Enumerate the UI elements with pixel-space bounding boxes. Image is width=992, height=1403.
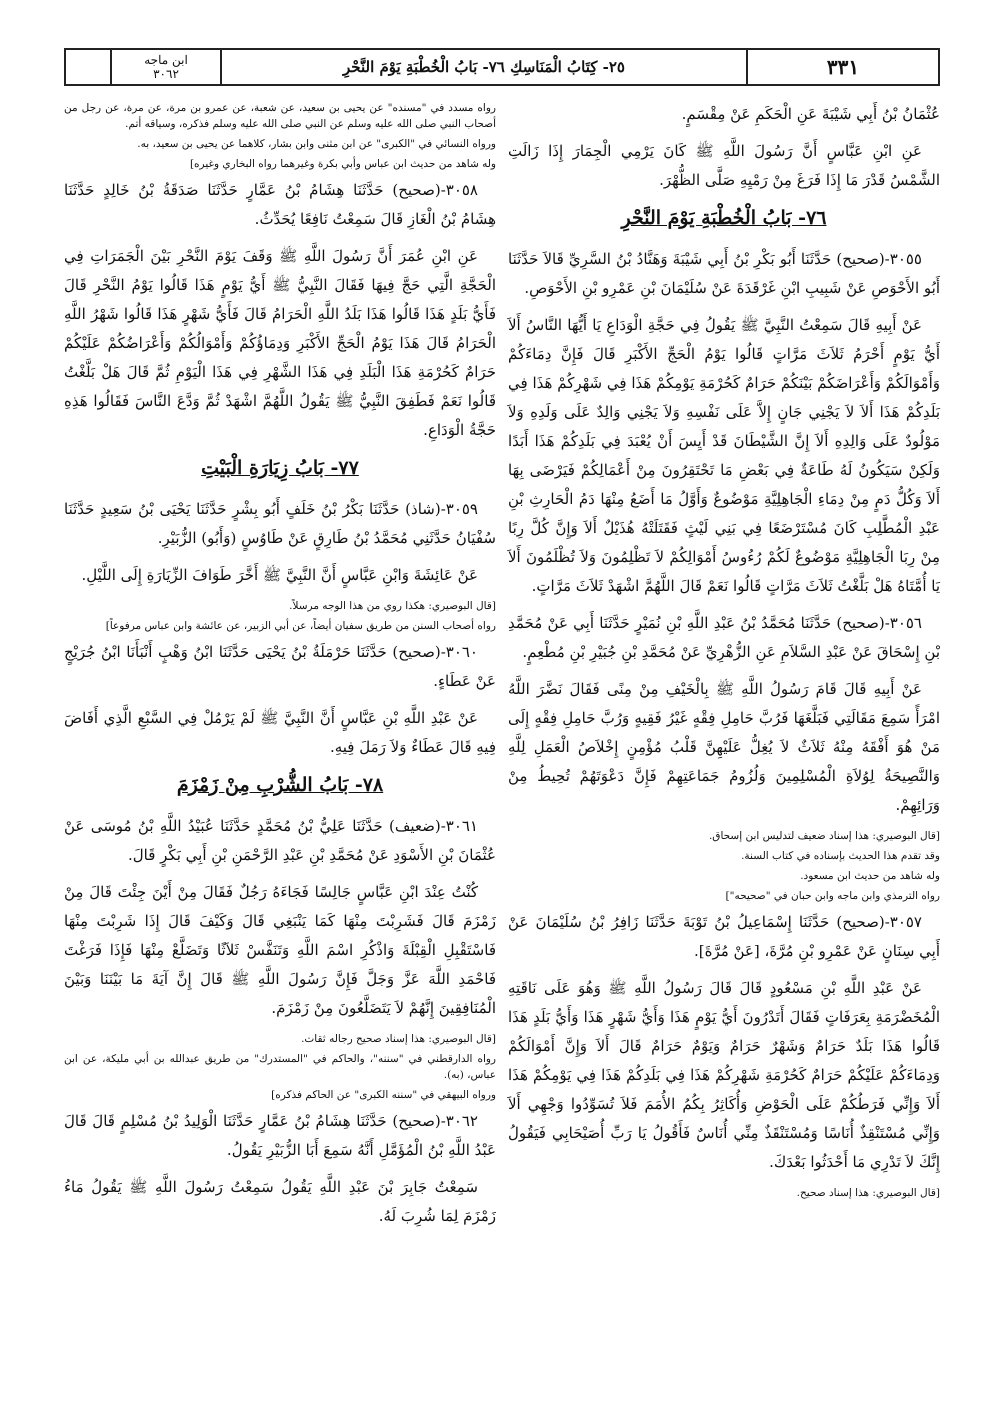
takhrij-note: ورواه البيهقي في "سننه الكبرى" عن الحاكم فذكره] bbox=[271, 1089, 496, 1101]
hadith-isnad: ٣٠٦٠-(صحيح) حَدَّثَنَا حَرْمَلَةُ بْنُ يَحْيَى حَدَّثَنَا ابْنُ وَهْبٍ أَنْبَأَنَا ابْنُ جُرَيْجٍ عَنْ عَطَاءٍ. bbox=[64, 643, 496, 690]
running-header bbox=[64, 48, 940, 86]
hadith-matn: عَنْ أَبِيهِ قَالَ سَمِعْتُ النَّبِيَّ ﷺ يَقُولُ فِي حَجَّةِ الْوَدَاعِ يَا أَيُّهَا النَّاسُ أَلاَ أَيُّ يَوْمٍ أَحْرَمُ ثَلاَثَ مَرَّاتٍ قَالُوا يَوْمُ الْحَجِّ الأَكْبَرِ قَالَ فَإِنَّ دِمَاءَكُمْ وَأَمْوَالَكُمْ وَأَعْرَاضَكُمْ بَيْنَكُمْ حَرَامٌ كَحُرْمَةِ يَوْمِكُمْ هَذَا فِي شَهْرِكُمْ هَذَا فِي بَلَدِكُمْ هَذَا أَلاَ لاَ يَجْنِي جَانٍ إِلاَّ عَلَى نَفْسِهِ وَلاَ يَجْنِي وَالِدٌ عَلَى وَلَدِهِ وَلاَ مَوْلُودٌ عَلَى وَالِدِهِ أَلاَ إِنَّ الشَّيْطَانَ قَدْ أَيِسَ أَنْ يُعْبَدَ فِي بَلَدِكُمْ هَذَا أَبَدًا وَلَكِنْ سَيَكُونُ لَهُ طَاعَةٌ فِي بَعْضِ مَا تَحْتَقِرُونَ مِنْ أَعْمَالِكُمْ فَيَرْضَى بِهَا أَلاَ وَكُلُّ دَمٍ مِنْ دِمَاءِ الْجَاهِلِيَّةِ مَوْضُوعٌ وَأَوَّلُ مَا أَضَعُ مِنْهَا دَمُ الْحَارِثِ بْنِ عَبْدِ الْمُطَّلِبِ كَانَ مُسْتَرْضَعًا فِي بَنِي لَيْثٍ فَقَتَلَتْهُ هُذَيْلٌ أَلاَ وَإِنَّ كُلَّ رِبًا مِنْ رِبَا الْجَاهِلِيَّةِ مَوْضُوعٌ لَكُمْ رُءُوسُ أَمْوَالِكُمْ لاَ تَظْلِمُونَ وَلاَ تُظْلَمُونَ أَلاَ يَا أُمَّتَاهُ هَلْ بَلَّغْتُ ثَلاَثَ مَرَّاتٍ قَالُوا نَعَمْ قَالَ اللَّهُمَّ اشْهَدْ ثَلاَثَ مَرَّاتٍ. bbox=[508, 316, 940, 595]
hadith-matn: سَمِعْتُ جَابِرَ بْنَ عَبْدِ اللَّهِ يَقُولُ سَمِعْتُ رَسُولَ اللَّهِ ﷺ يَقُولُ مَاءُ زَمْزَمَ لِمَا شُرِبَ لَهُ. bbox=[64, 1178, 496, 1225]
header-hadith-ref bbox=[112, 50, 222, 84]
takhrij-note: رواه الدارقطني في "سننه"، والحاكم في "المستدرك" من طريق عبدالله بن أبي مليكة، عن ابن عباس، (به). bbox=[64, 1053, 496, 1081]
right-column bbox=[508, 100, 940, 1205]
takhrij-note: رواه الترمذي وابن ماجه وابن حبان في "صحيحه"] bbox=[725, 890, 940, 902]
hadith-isnad: ٣٠٥٧-(صحيح) حَدَّثَنَا إِسْمَاعِيلُ بْنُ تَوْبَةَ حَدَّثَنَا زَافِرُ بْنُ سُلَيْمَانَ عَنْ أَبِي سِنَانٍ عَنْ عَمْرِو بْنِ مُرَّةَ، [عَنْ مُرَّةَ]. bbox=[508, 913, 940, 960]
takhrij-note: [قال البوصيري: هذا إسناد صحيح رجاله ثقات. bbox=[301, 1033, 496, 1045]
chapter-heading: ٧٦- بَابُ الْخُطْبَةِ يَوْمَ النَّحْرِ bbox=[621, 207, 827, 229]
chapter-heading: ٧٧- بَابُ زِيَارَةِ الْبَيْتِ bbox=[201, 457, 359, 479]
hadith-isnad: ٣٠٥٩-(شاذ) حَدَّثَنَا بَكْرُ بْنُ خَلَفٍ أَبُو بِشْرٍ حَدَّثَنَا يَحْيَى بْنُ سَعِيدٍ حَدَّثَنَا سُفْيَانُ حَدَّثَنِي مُحَمَّدُ بْنُ طَارِقٍ عَنْ طَاوُسٍ (وَأَبُو) الزُّبَيْرِ. bbox=[64, 500, 496, 547]
left-column bbox=[64, 100, 496, 1239]
takhrij-note: وقد تقدم هذا الحديث بإسناده في كتاب السنة. bbox=[741, 850, 940, 862]
hadith-isnad: ٣٠٦١-(ضعيف) حَدَّثَنَا عَلِيُّ بْنُ مُحَمَّدٍ حَدَّثَنَا عُبَيْدُ اللَّهِ بْنُ مُوسَى عَنْ عُثْمَانَ بْنِ الأَسْوَدِ عَنْ مُحَمَّدِ بْنِ عَبْدِ الرَّحْمَنِ بْنِ أَبِي بَكْرٍ قَالَ. bbox=[64, 817, 496, 864]
chapter-heading: ٧٨- بَابُ الشُّرْبِ مِنْ زَمْزَمَ bbox=[176, 774, 384, 796]
hadith-isnad: ٣٠٥٨-(صحيح) حَدَّثَنَا هِشَامُ بْنُ عَمَّارٍ حَدَّثَنَا صَدَقَةُ بْنُ خَالِدٍ حَدَّثَنَا هِشَامُ بْنُ الْغَازِ قَالَ سَمِعْتُ نَافِعًا يُحَدِّثُ. bbox=[64, 181, 496, 228]
takhrij-note: رواه مسدد في "مسنده" عن يحيى بن سعيد، عن شعبة، عن عمرو بن مرة، عن مرة، عن رجل من أصحاب النبي صلى الله عليه وسلم عن النبي صلى الله عليه وسلم فذكره، وسياقه أتم. bbox=[64, 102, 496, 130]
hadith-matn: عَنِ ابْنِ عُمَرَ أَنَّ رَسُولَ اللَّهِ ﷺ وَقَفَ يَوْمَ النَّحْرِ بَيْنَ الْجَمَرَاتِ فِي الْحَجَّةِ الَّتِي حَجَّ فِيهَا فَقَالَ النَّبِيُّ ﷺ أَيُّ يَوْمٍ هَذَا قَالُوا يَوْمُ النَّحْرِ قَالَ فَأَيُّ بَلَدٍ هَذَا قَالُوا هَذَا بَلَدُ اللَّهِ الْحَرَامُ قَالَ فَأَيُّ شَهْرٍ هَذَا قَالُوا شَهْرُ اللَّهِ الْحَرَامُ قَالَ هَذَا يَوْمُ الْحَجِّ الأَكْبَرِ وَدِمَاؤُكُمْ وَأَمْوَالُكُمْ وَأَعْرَاضُكُمْ عَلَيْكُمْ حَرَامٌ كَحُرْمَةِ هَذَا الْبَلَدِ فِي هَذَا الشَّهْرِ فِي هَذَا الْيَوْمِ ثُمَّ قَالَ هَلْ بَلَّغْتُ قَالُوا نَعَمْ فَطَفِقَ النَّبِيُّ ﷺ يَقُولُ اللَّهُمَّ اشْهَدْ ثُمَّ وَدَّعَ النَّاسَ فَقَالُوا هَذِهِ حَجَّةُ الْوَدَاعِ. bbox=[64, 247, 496, 439]
takhrij-note: [قال البوصيري: هكذا روي من هذا الوجه مرسلاً. bbox=[289, 600, 496, 612]
hadith-matn: عَنْ أَبِيهِ قَالَ قَامَ رَسُولُ اللَّهِ ﷺ بِالْخَيْفِ مِنْ مِنًى فَقَالَ نَضَّرَ اللَّهُ امْرَأً سَمِعَ مَقَالَتِي فَبَلَّغَهَا فَرُبَّ حَامِلِ فِقْهٍ غَيْرُ فَقِيهٍ وَرُبَّ حَامِلِ فِقْهٍ إِلَى مَنْ هُوَ أَفْقَهُ مِنْهُ ثَلاَثٌ لاَ يُغِلُّ عَلَيْهِنَّ قَلْبُ مُؤْمِنٍ إِخْلاَصُ الْعَمَلِ لِلَّهِ وَالنَّصِيحَةُ لِوُلاَةِ الْمُسْلِمِينَ وَلُزُومُ جَمَاعَتِهِمْ فَإِنَّ دَعْوَتَهُمْ تُحِيطُ مِنْ وَرَائِهِمْ. bbox=[508, 680, 940, 814]
hadith-matn: عَنْ عَائِشَةَ وَابْنِ عَبَّاسٍ أَنَّ النَّبِيَّ ﷺ أَخَّرَ طَوَافَ الزِّيَارَةِ إِلَى اللَّيْلِ. bbox=[81, 566, 478, 584]
hadith-isnad: ٣٠٥٥-(صحيح) حَدَّثَنَا أَبُو بَكْرِ بْنُ أَبِي شَيْبَةَ وَهَنَّادُ بْنُ السَّرِيِّ قَالاَ حَدَّثَنَا أَبُو الأَحْوَصِ عَنْ شَبِيبِ ابْنِ غَرْقَدَةَ عَنْ سُلَيْمَانَ بْنِ عَمْرِو بْنِ الأَحْوَصِ. bbox=[508, 250, 940, 297]
takhrij-note: [قال البوصيري: هذا إسناد ضعيف لتدليس ابن إسحاق. bbox=[708, 830, 940, 842]
takhrij-note: [قال البوصيري: هذا إسناد صحيح. bbox=[796, 1187, 940, 1199]
takhrij-note: رواه أصحاب السنن من طريق سفيان أيضاً، عن أبي الزبير، عن عائشة وابن عباس مرفوعاً] bbox=[105, 620, 496, 632]
hadith-isnad: ٣٠٥٦-(صحيح) حَدَّثَنَا مُحَمَّدُ بْنُ عَبْدِ اللَّهِ بْنِ نُمَيْرٍ حَدَّثَنَا أَبِي عَنْ مُحَمَّدِ بْنِ إِسْحَاقَ عَنْ عَبْدِ السَّلاَمِ عَنِ الزُّهْرِيِّ عَنْ مُحَمَّدِ بْنِ جُبَيْرِ بْنِ مُطْعِمٍ. bbox=[508, 614, 940, 661]
hadith-matn: كُنْتُ عِنْدَ ابْنِ عَبَّاسٍ جَالِسًا فَجَاءَهُ رَجُلٌ فَقَالَ مِنْ أَيْنَ جِئْتَ قَالَ مِنْ زَمْزَمَ قَالَ فَشَرِبْتَ مِنْهَا كَمَا يَنْبَغِي قَالَ وَكَيْفَ قَالَ إِذَا شَرِبْتَ مِنْهَا فَاسْتَقْبِلِ الْقِبْلَةَ وَاذْكُرِ اسْمَ اللَّهِ وَتَنَفَّسْ ثَلاَثًا وَتَضَلَّعْ مِنْهَا فَإِذَا فَرَغْتَ فَاحْمَدِ اللَّهَ عَزَّ وَجَلَّ فَإِنَّ رَسُولَ اللَّهِ ﷺ قَالَ إِنَّ آيَةَ مَا بَيْنَنَا وَبَيْنَ الْمُنَافِقِينَ إِنَّهُمْ لاَ يَتَضَلَّعُونَ مِنْ زَمْزَمَ. bbox=[64, 883, 496, 1017]
header-empty-cell bbox=[66, 50, 112, 84]
takhrij-note: ورواه النسائي في "الكبرى" عن ابن مثنى وابن بشار، كلاهما عن يحيى بن سعيد، به. bbox=[137, 138, 496, 150]
hadith-matn: عَنْ عَبْدِ اللَّهِ بْنِ عَبَّاسٍ أَنَّ النَّبِيَّ ﷺ لَمْ يَرْمُلْ فِي السَّبْعِ الَّذِي أَفَاضَ فِيهِ قَالَ عَطَاءٌ وَلاَ رَمَلَ فِيهِ. bbox=[64, 709, 496, 756]
hadith-isnad: ٣٠٦٢-(صحيح) حَدَّثَنَا هِشَامُ بْنُ عَمَّارٍ حَدَّثَنَا الْوَلِيدُ بْنُ مُسْلِمٍ قَالَ قَالَ عَبْدُ اللَّهِ بْنُ الْمُؤَمَّلِ أَنَّهُ سَمِعَ أَبَا الزُّبَيْرِ يَقُولُ. bbox=[64, 1112, 496, 1159]
header-running-title: ٢٥- كِتَابُ الْمَنَاسِكِ ٧٦- بَابُ الْخُطْبَةِ يَوْمَ النَّحْرِ bbox=[222, 50, 748, 84]
page-number: ٣٣١ bbox=[826, 55, 860, 79]
hadith-matn: عَنْ عَبْدِ اللَّهِ بْنِ مَسْعُودٍ قَالَ قَالَ رَسُولُ اللَّهِ ﷺ وَهُوَ عَلَى نَاقَتِهِ الْمُخَضْرَمَةِ بِعَرَفَاتٍ فَقَالَ أَتَدْرُونَ أَيُّ يَوْمٍ هَذَا وَأَيُّ شَهْرٍ هَذَا وَأَيُّ بَلَدٍ هَذَا قَالُوا هَذَا بَلَدٌ حَرَامٌ وَشَهْرٌ حَرَامٌ وَيَوْمٌ حَرَامٌ قَالَ أَلاَ وَإِنَّ أَمْوَالَكُمْ وَدِمَاءَكُمْ عَلَيْكُمْ حَرَامٌ كَحُرْمَةِ شَهْرِكُمْ هَذَا فِي بَلَدِكُمْ هَذَا فِي يَوْمِكُمْ هَذَا أَلاَ وَإِنِّي فَرَطُكُمْ عَلَى الْحَوْضِ وَأُكَاثِرُ بِكُمُ الأُمَمَ فَلاَ تُسَوِّدُوا وَجْهِي أَلاَ وَإِنِّي مُسْتَنْقِذٌ أُنَاسًا وَمُسْتَنْقَذٌ مِنِّي أُنَاسٌ فَأَقُولُ يَا رَبِّ أُصَيْحَابِي فَيَقُولُ إِنَّكَ لاَ تَدْرِي مَا أَحْدَثُوا بَعْدَكَ. bbox=[508, 979, 940, 1171]
takhrij-note: وله شاهد من حديث ابن مسعود. bbox=[800, 870, 940, 882]
takhrij-note: وله شاهد من حديث ابن عباس وأبي بكرة وغيرهما رواه البخاري وغيره] bbox=[189, 158, 496, 170]
hadith-text: عَنِ ابْنِ عَبَّاسٍ أَنَّ رَسُولَ اللَّهِ ﷺ كَانَ يَرْمِي الْجِمَارَ إِذَا زَالَتِ الشَّمْسُ قَدْرَ مَا إِذَا فَرَغَ مِنْ رَمْيِهِ صَلَّى الظُّهْرَ. bbox=[508, 142, 940, 189]
header-ref-label: ابن ماجه bbox=[144, 53, 188, 67]
hadith-text: عُثْمَانُ بْنُ أَبِي شَيْبَةَ عَنِ الْحَكَمِ عَنْ مِقْسَمٍ. bbox=[681, 105, 940, 123]
header-ref-number: ٣٠٦٢ bbox=[153, 67, 179, 81]
